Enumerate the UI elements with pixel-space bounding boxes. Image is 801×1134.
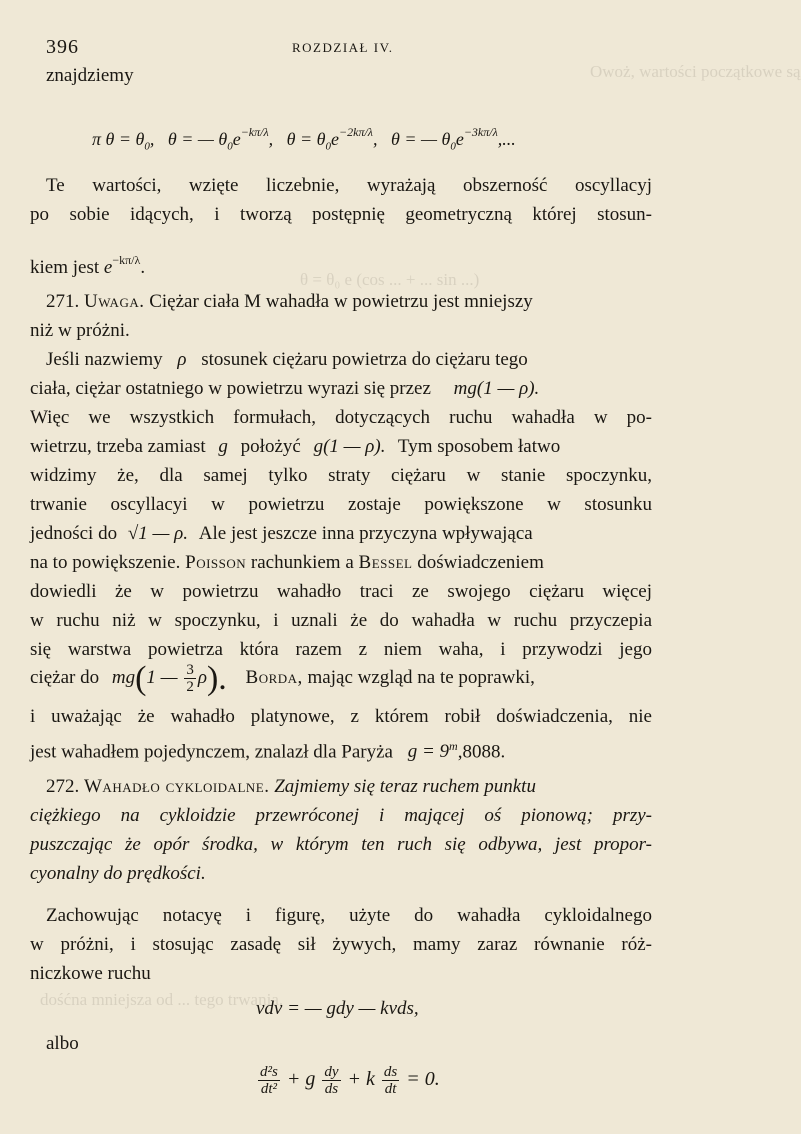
section-272-line [46, 773, 536, 801]
text-line: cyonalny do prędkości. [30, 863, 206, 884]
text-span: doświadczeniem [417, 552, 544, 573]
ratio-label: kiem jest [30, 257, 100, 278]
text-line: w ruchu niż w spoczynku, i uznali że do wahadła w ruchu przyczepia [30, 610, 652, 631]
mg-rho: ρ [197, 666, 207, 688]
chapter-title: ROZDZIAŁ IV. [292, 40, 394, 55]
frac-denominator: dt² [260, 1081, 277, 1097]
frac-numerator: 3 [186, 662, 194, 678]
text-span: ciężar do [30, 666, 100, 688]
frac-numerator: ds [383, 1064, 398, 1080]
text-line: niż w próżni. [30, 320, 130, 341]
text-line: Te wartości, wzięte liczebnie, wyrażają obszerność oscyllacyj [46, 175, 652, 196]
text-span: stosunek ciężaru powietrza do ciężaru tego [201, 349, 528, 370]
series-term-3: θ = θ [286, 129, 326, 149]
frac-denominator: ds [324, 1081, 339, 1097]
frac-denominator: dt [384, 1081, 397, 1097]
mg-one: 1 — [146, 666, 178, 688]
text-line [30, 246, 145, 282]
text-line: Więc we wszystkich formułach, dotyczących ruchu wahadła w po- [30, 407, 652, 428]
text-line: widzimy że, dla samej tylko straty ciężaru w stanie spoczynku, [30, 465, 652, 486]
math-symbol: ρ [177, 349, 187, 370]
text-span: jedności do [30, 523, 118, 544]
text-span: Jeśli nazwiemy [46, 349, 163, 370]
text-line: ciężar do mg(1 — $\frac{3}{2}$ ρ). Borda, mając wzgląd na te poprawki, [30, 659, 535, 697]
math-expression: √1 — ρ. [127, 523, 189, 544]
math-expression: g = 9 [407, 741, 450, 763]
equation-energy: vdv = — gdy — kvds, [256, 998, 419, 1019]
bleed-through-text: Owoż, wartości początkowe są [590, 62, 801, 81]
series-term-1: π θ = θ [92, 129, 145, 149]
math-expression: g(1 — ρ). [313, 436, 386, 457]
text-line: po sobie idących, i tworzą postępnię geometryczną której stosun- [30, 204, 652, 225]
text-span: Zajmiemy się teraz ruchem punktu [274, 776, 536, 797]
eq-term: = 0. [406, 1068, 440, 1091]
text-line: znajdziemy [46, 65, 134, 86]
name-bessel: Bessel [358, 552, 413, 573]
equation-differential [256, 1064, 440, 1097]
text-line: ciężkiego na cykloidzie przewróconej i mającej oś pionową; przy- [30, 805, 652, 826]
text-span: Tym sposobem łatwo [397, 436, 561, 457]
math-symbol: g [218, 436, 228, 457]
page-number: 396 [46, 36, 79, 58]
eq-term: + g [286, 1068, 316, 1091]
text-line: niczkowe ruchu [30, 963, 151, 984]
text-line: w próżni, i stosując zasadę sił żywych, mamy zaraz równanie róż- [30, 934, 652, 955]
section-title: Wahadło cykloidalne. [84, 776, 270, 797]
text-line: się warstwa powietrza która razem z niem waha, i przywodzi jego [30, 639, 652, 660]
text-span: położyć [240, 436, 301, 457]
text-span: ,8088. [457, 741, 506, 763]
frac-numerator: d²s [260, 1064, 278, 1080]
text-span: Ciężar ciała M wahadła w powietrzu jest mniejszy [149, 291, 533, 312]
series-term-1-sub: 0 [144, 140, 150, 153]
mg-expression: mg [111, 666, 136, 688]
text-line: trwanie oscyllacyi w powietrzu zostaje powiększone w stosunku [30, 494, 652, 515]
section-title: Uwaga. [84, 291, 145, 312]
math-expression: mg(1 — ρ). [453, 378, 540, 399]
section-271-line [46, 288, 533, 316]
text-span: mając wzgląd na te poprawki, [307, 666, 535, 688]
name-borda: Borda, [245, 666, 303, 688]
text-line [30, 549, 544, 577]
series-term-2: θ = — θ [167, 129, 228, 149]
text-line: albo [46, 1033, 79, 1054]
text-span: rachunkiem a [250, 552, 354, 573]
ratio-base: e [103, 257, 113, 278]
series-term-4: θ = — θ [390, 129, 451, 149]
frac-numerator: dy [324, 1064, 339, 1080]
text-line: i uważając że wahadło platynowe, z którem robił doświadczenia, nie [30, 706, 652, 727]
bleed-through-text: θ = θ₀ e (cos ... + ... sin ...) [300, 270, 480, 289]
bleed-through-text: dośćna mniejsza od ... tego trwania. [40, 990, 284, 1009]
section-number: 272. [46, 776, 80, 797]
name-poisson: Poisson [185, 552, 247, 573]
series-term-4-exp: −3kπ/λ [463, 125, 498, 139]
text-span: Ale jest jeszcze inna przyczyna wpływająca [198, 523, 533, 544]
section-number: 271. [46, 291, 80, 312]
eq-term: + k [347, 1068, 375, 1091]
frac-denominator: 2 [186, 679, 194, 695]
text-line [30, 520, 533, 548]
ratio-end: . [140, 257, 146, 278]
text-span: na to powiększenie. [30, 552, 181, 573]
text-line [30, 732, 505, 766]
text-line [30, 375, 539, 403]
text-line [30, 433, 560, 461]
series-term-3-exp: −2kπ/λ [339, 125, 373, 139]
series-tail: ,... [497, 129, 516, 149]
series-equation: π $\theta = \theta_0$, θ = — $\theta_0e^{-k\pi/\lambda}$, $\theta = \theta_0e^{-2k\pi/\lambda}$, θ = — $\theta_0e^{-3k\pi/\lambda}$,... [92, 125, 516, 153]
text-span: wietrzu, trzeba zamiast [30, 436, 206, 457]
text-span: jest wahadłem pojedynczem, znalazł dla Paryża [30, 741, 393, 763]
series-term-2-exp: −kπ/λ [240, 125, 269, 139]
text-line [46, 346, 528, 374]
text-line: dowiedli że w powietrzu wahadło traci ze swojego ciężaru więcej [30, 581, 652, 602]
text-span: ciała, ciężar ostatniego w powietrzu wyrazi się przez [30, 378, 431, 399]
text-line: Zachowując notacyę i figurę, użyte do wahadła cykloidalnego [46, 905, 652, 926]
unit-superscript: m [449, 739, 458, 753]
ratio-exp: −kπ/λ [112, 253, 141, 267]
text-line: puszczając że opór środka, w którym ten ruch się odbywa, jest propor- [30, 834, 652, 855]
